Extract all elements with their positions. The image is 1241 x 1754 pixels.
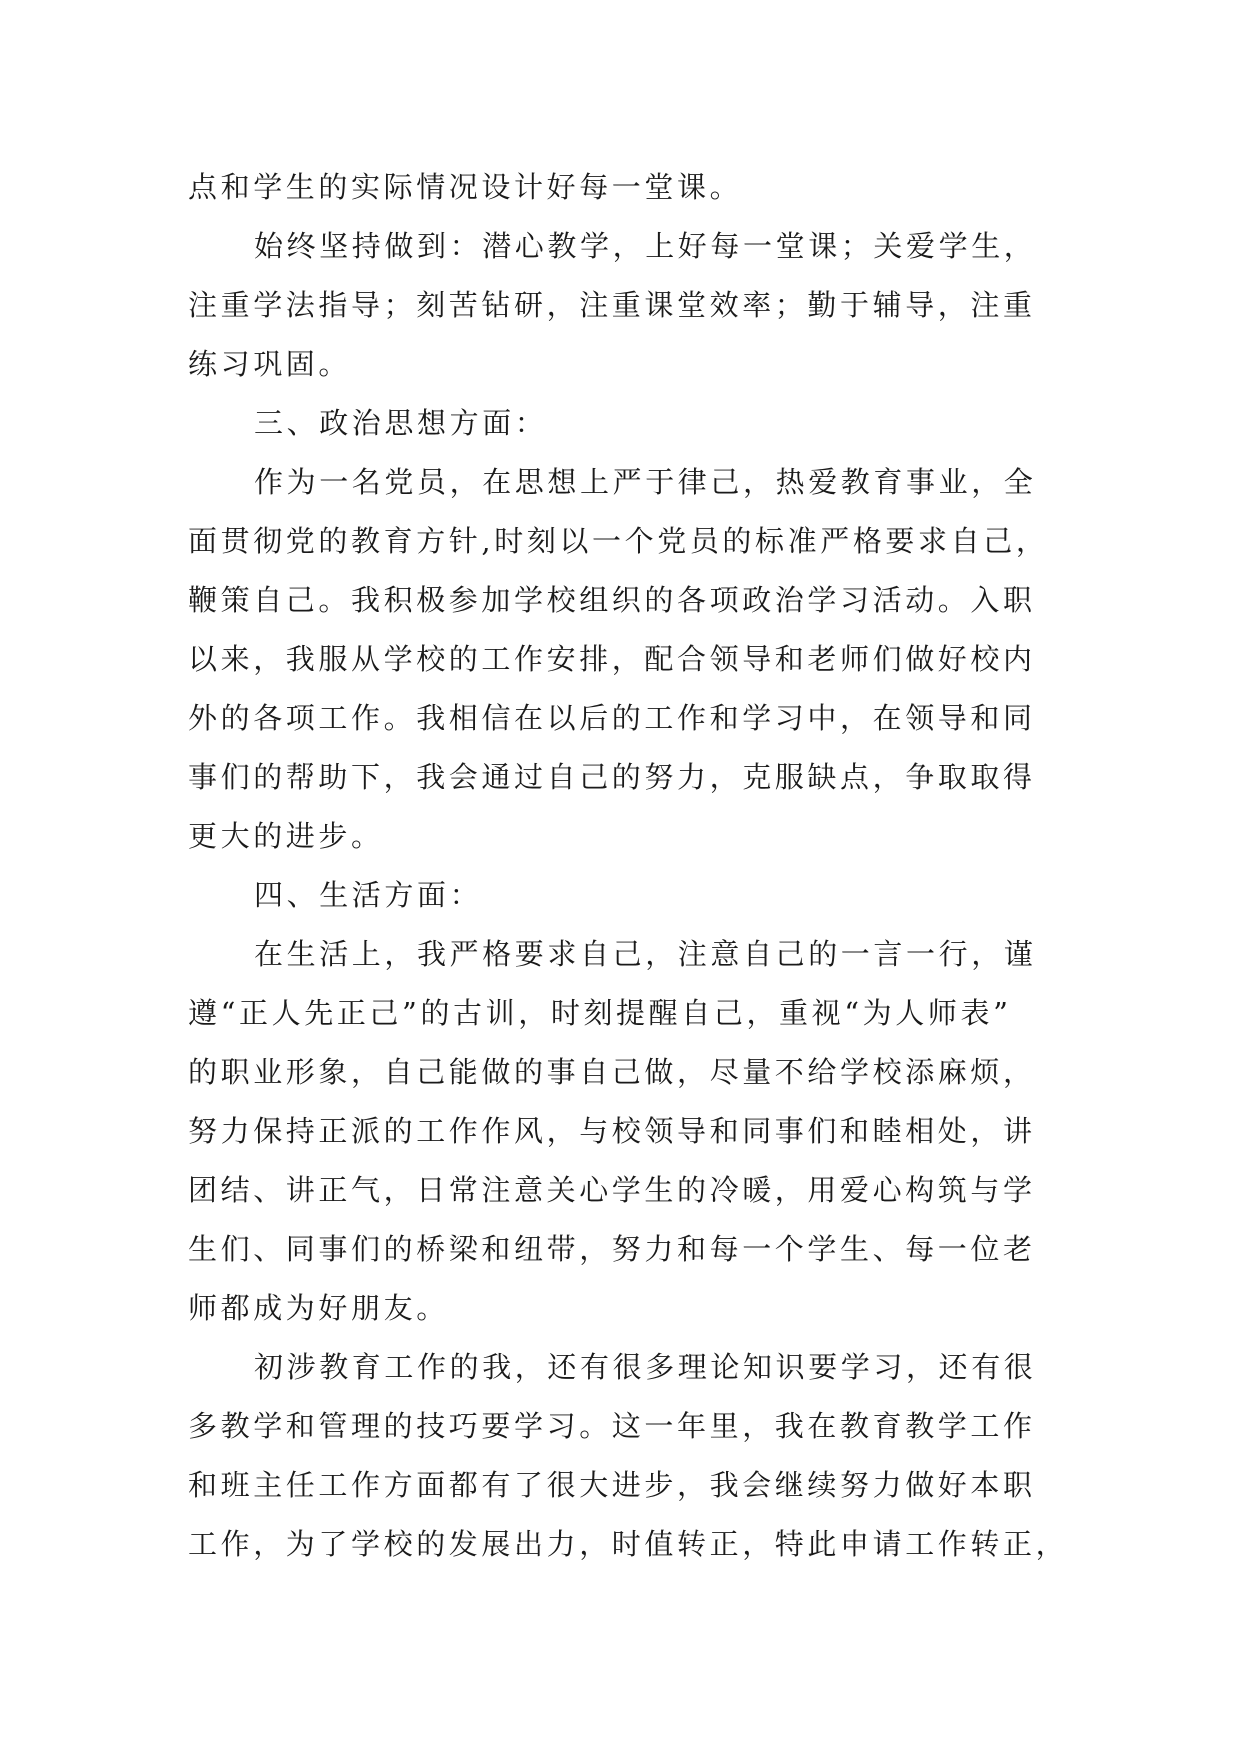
section-heading: 四、生活方面： (254, 878, 483, 912)
text-line: 生们、同事们的桥梁和纽带，努力和每一个学生、每一位老 (188, 1232, 1036, 1266)
text-line: 多教学和管理的技巧要学习。这一年里，我在教育教学工作 (188, 1409, 1036, 1443)
text-line: 师都成为好朋友。 (188, 1291, 449, 1325)
text-line: 工作，为了学校的发展出力，时值转正，特此申请工作转正， (188, 1527, 1069, 1561)
text-line: 更大的进步。 (188, 819, 384, 853)
text-line: 努力保持正派的工作作风，与校领导和同事们和睦相处，讲 (188, 1114, 1036, 1148)
text-line: 面贯彻党的教育方针,时刻以一个党员的标准严格要求自己， (188, 524, 1049, 558)
text-line: 和班主任工作方面都有了很大进步，我会继续努力做好本职 (188, 1468, 1036, 1502)
document-body (188, 158, 1068, 1574)
text-line: 初涉教育工作的我，还有很多理论知识要学习，还有很 (254, 1350, 1037, 1384)
section-heading: 三、政治思想方面： (254, 406, 548, 440)
text-line: 在生活上，我严格要求自己，注意自己的一言一行，谨 (254, 937, 1037, 971)
text-line: 的职业形象，自己能做的事自己做，尽量不给学校添麻烦， (188, 1055, 1036, 1089)
text-line: 始终坚持做到：潜心教学，上好每一堂课；关爱学生， (254, 229, 1037, 263)
text-line: 点和学生的实际情况设计好每一堂课。 (188, 170, 743, 204)
text-line: 团结、讲正气，日常注意关心学生的冷暖，用爱心构筑与学 (188, 1173, 1036, 1207)
text-line: 练习巩固。 (188, 347, 352, 381)
text-line: 注重学法指导；刻苦钻研，注重课堂效率；勤于辅导，注重 (188, 288, 1036, 322)
text-line: 遵“正人先正己”的古训，时刻提醒自己，重视“为人师表” (188, 996, 1012, 1030)
text-line: 以来，我服从学校的工作安排，配合领导和老师们做好校内 (188, 642, 1036, 676)
text-line: 鞭策自己。我积极参加学校组织的各项政治学习活动。入职 (188, 583, 1036, 617)
text-line: 事们的帮助下，我会通过自己的努力，克服缺点，争取取得 (188, 760, 1036, 794)
text-line: 作为一名党员，在思想上严于律己，热爱教育事业，全 (254, 465, 1037, 499)
text-line: 外的各项工作。我相信在以后的工作和学习中，在领导和同 (188, 701, 1036, 735)
